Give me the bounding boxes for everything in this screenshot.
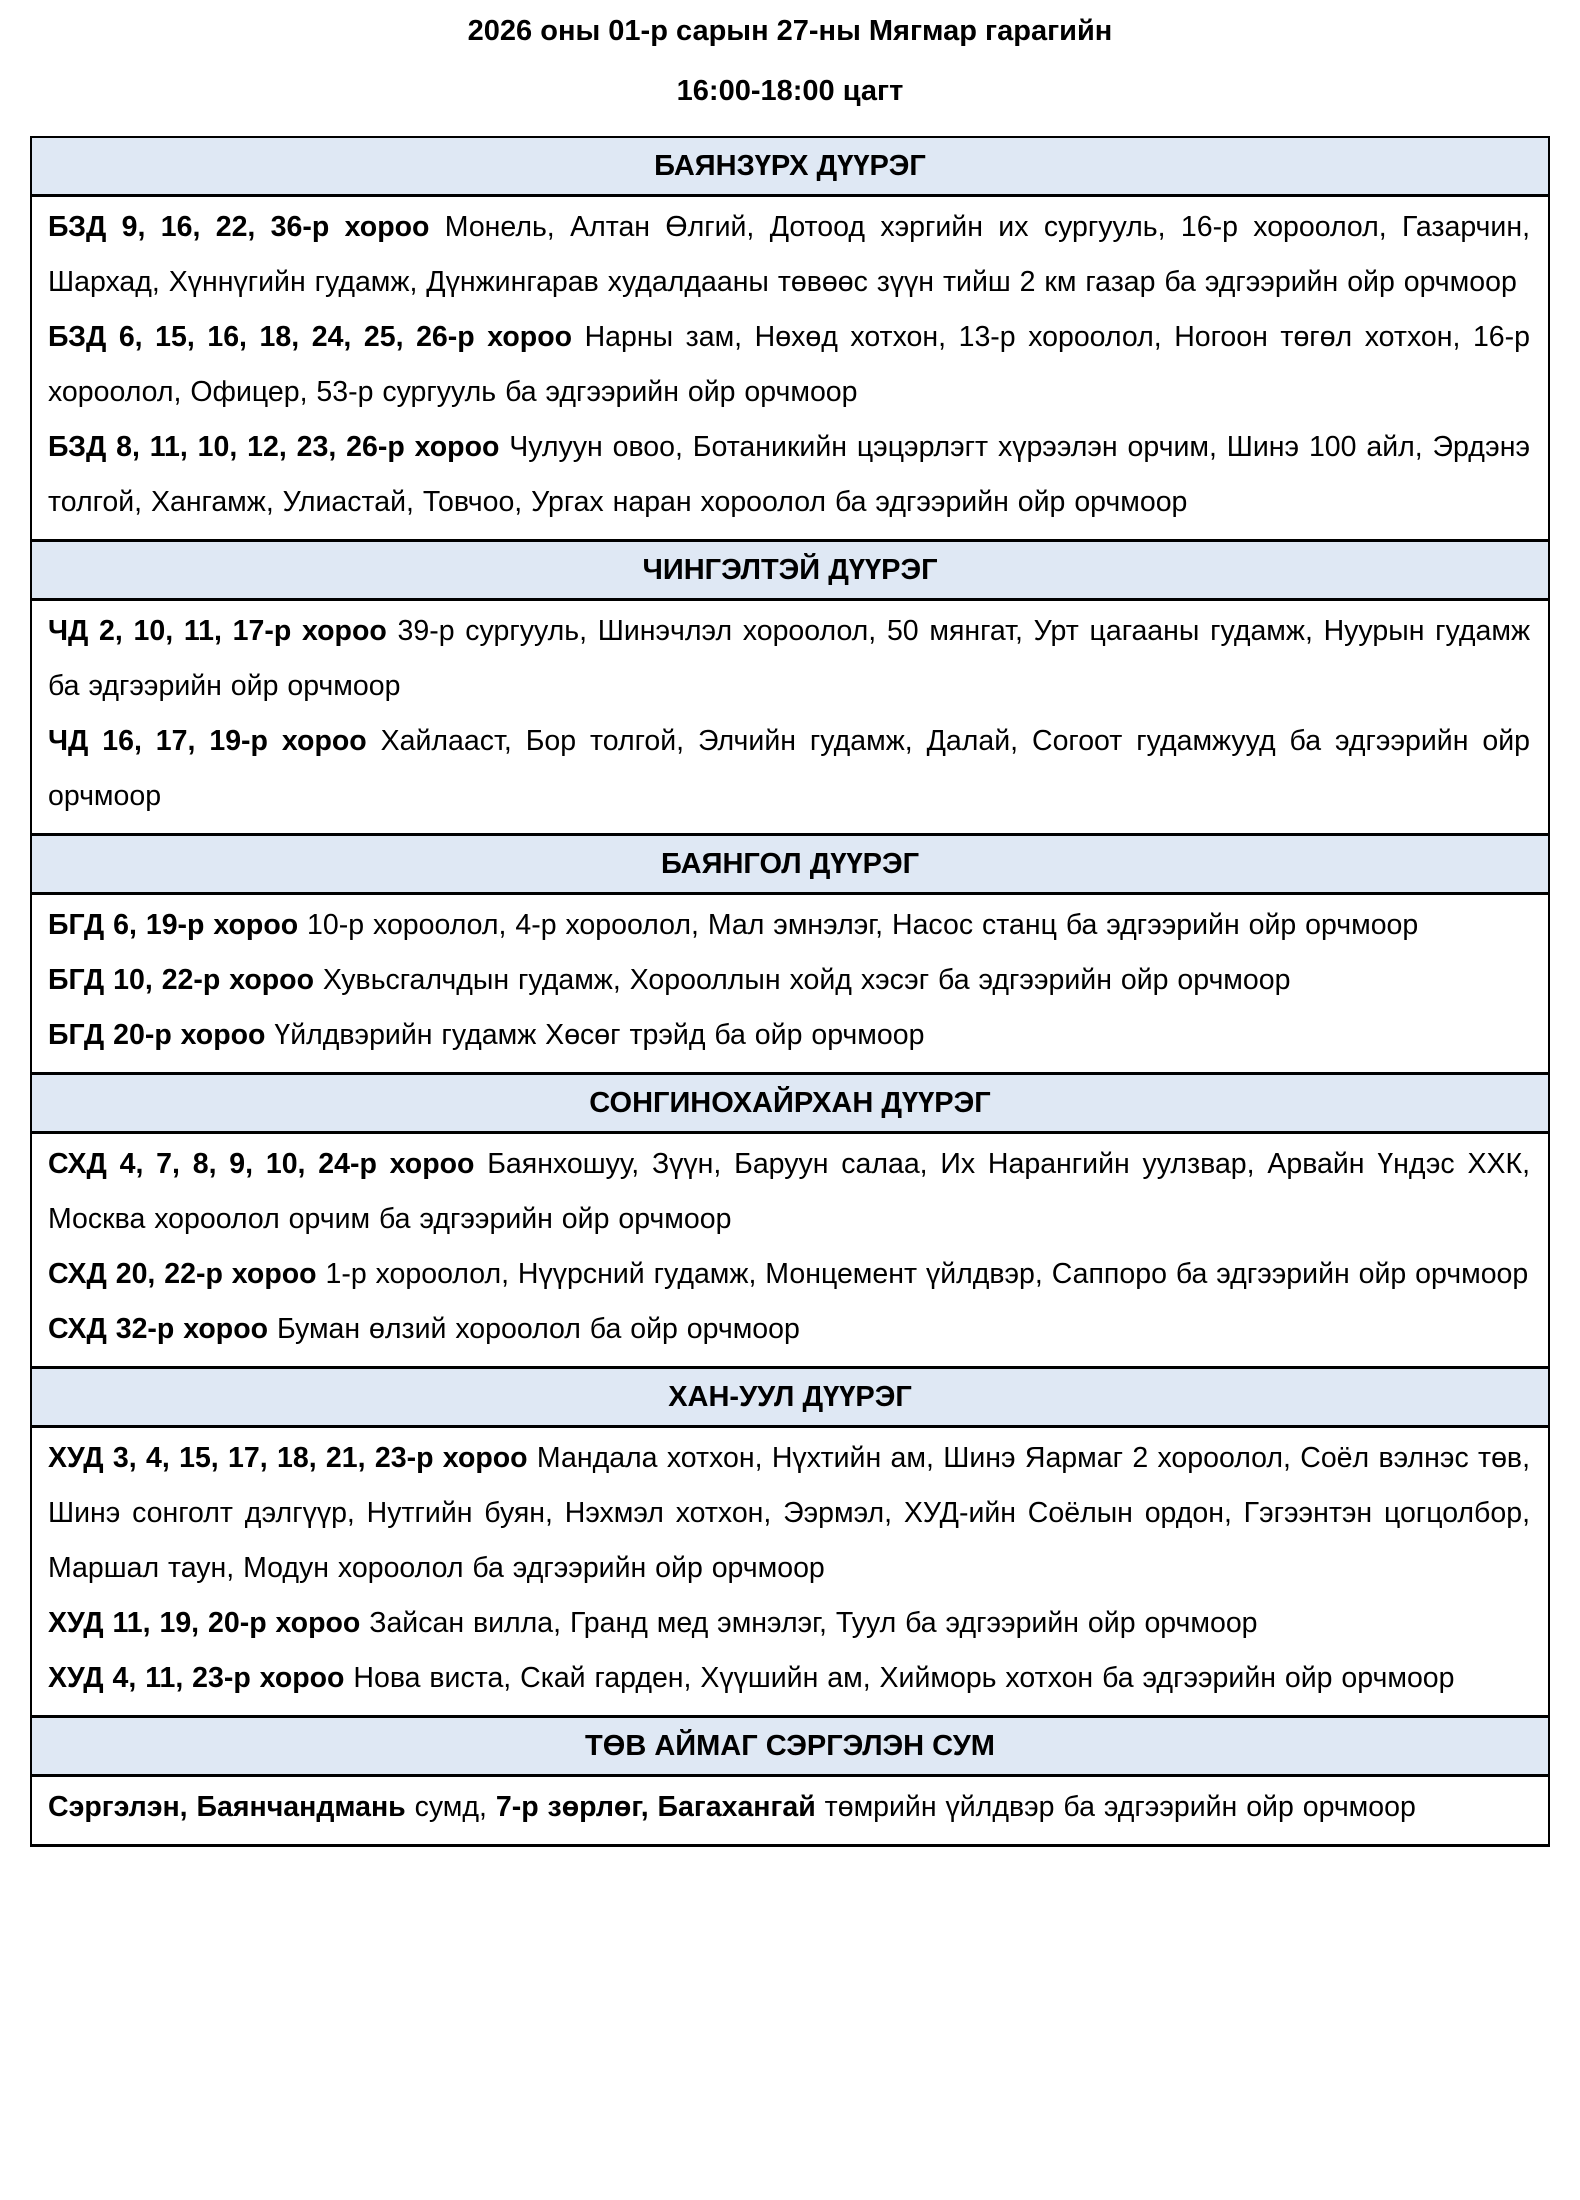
outage-entry [48,1780,1530,1835]
outage-schedule-table [30,136,1550,1847]
district-section [32,833,1548,1072]
area-list-text: Чулуун овоо, Ботаникийн цэцэрлэгт хүрээлэн орчим, Шинэ 100 айл, Эрдэнэ толгой, Хангамж, Улиастай, Товчоо, Ургах наран хороолол ба эдгээрийн ойр орчмоор [48,431,1530,518]
outage-entry [48,1302,1530,1357]
khoroo-label: ЧД 16, 17, 19-р хороо [48,725,367,757]
district-header: ЧИНГЭЛТЭЙ ДҮҮРЭГ [32,539,1548,601]
outage-entry [48,420,1530,530]
area-list-text: Нарны зам, Нөхөд хотхон, 13-р хороолол, Ногоон төгөл хотхон, 16-р хороолол, Офицер, 53-р сургууль ба эдгээрийн ойр орчмоор [48,321,1530,408]
outage-entry [48,1431,1530,1596]
outage-entry [48,604,1530,714]
khoroo-label: БГД 20-р хороо [48,1019,266,1051]
district-header: ТӨВ АЙМАГ СЭРГЭЛЭН СУМ [32,1715,1548,1777]
outage-entry [48,1651,1530,1706]
khoroo-label: БГД 10, 22-р хороо [48,964,314,996]
khoroo-label: БГД 6, 19-р хороо [48,909,299,941]
khoroo-label: СХД 20, 22-р хороо [48,1258,317,1290]
document-title-date: 2026 оны 01-р сарын 27-ны Мягмар гарагийн [467,15,1113,47]
area-list-text: Үйлдвэрийн гудамж Хөсөг трэйд ба ойр орчмоор [265,1019,925,1051]
khoroo-label: 7-р зөрлөг, Багахангай [495,1791,816,1823]
district-section [32,539,1548,833]
district-body [32,1777,1548,1844]
district-section [32,1072,1548,1366]
area-list-text: Баянхошуу, Зүүн, Баруун салаа, Их Нарангийн уулзвар, Арвайн Үндэс ХХК, Москва хороолол орчим ба эдгээрийн ойр орчмоор [48,1148,1530,1235]
area-list-text: төмрийн үйлдвэр ба эдгээрийн ойр орчмоор [815,1791,1416,1823]
outage-entry [48,1596,1530,1651]
outage-entry [48,200,1530,310]
outage-entry [48,714,1530,824]
khoroo-label: СХД 32-р хороо [48,1313,269,1345]
area-list-text: Нова виста, Скай гарден, Хүүшийн ам, Хийморь хотхон ба эдгээрийн ойр орчмоор [344,1662,1455,1694]
area-list-text: Буман өлзий хороолол ба ойр орчмоор [268,1313,800,1345]
khoroo-label: БЗД 8, 11, 10, 12, 23, 26-р хороо [48,431,500,463]
district-section [32,1366,1548,1715]
district-body [32,197,1548,539]
khoroo-label: БЗД 9, 16, 22, 36-р хороо [48,211,430,243]
khoroo-label: ХУД 4, 11, 23-р хороо [48,1662,345,1694]
area-list-text: Хувьсгалчдын гудамж, Хорооллын хойд хэсэг ба эдгээрийн ойр орчмоор [314,964,1291,996]
area-list-text: 39-р сургууль, Шинэчлэл хороолол, 50 мянгат, Урт цагааны гудамж, Нуурын гудамж ба эдгээрийн ойр орчмоор [48,615,1531,702]
area-list-text: сумд, [405,1791,496,1823]
khoroo-label: СХД 4, 7, 8, 9, 10, 24-р хороо [48,1148,475,1180]
area-list-text: Зайсан вилла, Гранд мед эмнэлэг, Туул ба эдгээрийн ойр орчмоор [360,1607,1258,1639]
district-section [32,138,1548,539]
area-list-text: Монель, Алтан Өлгий, Дотоод хэргийн их сургууль, 16-р хороолол, Газарчин, Шархад, Хүннүгийн гудамж, Дүнжингарав худалдааны төвөөс зүүн тийш 2 км газар ба эдгээрийн ойр орчмоор [48,211,1530,298]
district-body [32,1428,1548,1715]
district-body [32,1134,1548,1366]
khoroo-label: Сэргэлэн, Баянчандмань [48,1791,406,1823]
khoroo-label: ХУД 11, 19, 20-р хороо [48,1607,361,1639]
district-body [32,601,1548,833]
district-header: БАЯНГОЛ ДҮҮРЭГ [32,833,1548,895]
khoroo-label: БЗД 6, 15, 16, 18, 24, 25, 26-р хороо [48,321,573,353]
district-section [32,1715,1548,1844]
area-list-text: 1-р хороолол, Нүүрсний гудамж, Монцемент үйлдвэр, Саппоро ба эдгээрийн ойр орчмоор [316,1258,1529,1290]
outage-entry [48,1247,1530,1302]
outage-entry [48,898,1530,953]
outage-entry [48,1008,1530,1063]
khoroo-label: ХУД 3, 4, 15, 17, 18, 21, 23-р хороо [48,1442,528,1474]
khoroo-label: ЧД 2, 10, 11, 17-р хороо [48,615,387,647]
district-header: ХАН-УУЛ ДҮҮРЭГ [32,1366,1548,1428]
area-list-text: Мандала хотхон, Нүхтийн ам, Шинэ Яармаг 2 хороолол, Соёл вэлнэс төв, Шинэ сонголт дэлгүүр, Нутгийн буян, Нэхмэл хотхон, Ээрмэл, ХУД-ийн Соёлын ордон, Гэгээнтэн цогцолбор, Маршал таун, Модун хороолол ба эдгээрийн ойр орчмоор [48,1442,1530,1584]
district-body [32,895,1548,1072]
area-list-text: Хайлааст, Бор толгой, Элчийн гудамж, Далай, Согоот гудамжууд ба эдгээрийн ойр орчмоор [48,725,1530,812]
district-header: СОНГИНОХАЙРХАН ДҮҮРЭГ [32,1072,1548,1134]
outage-entry [48,310,1530,420]
outage-entry [48,1137,1530,1247]
document-title-time: 16:00-18:00 цагт [676,75,904,107]
area-list-text: 10-р хороолол, 4-р хороолол, Мал эмнэлэг, Насос станц ба эдгээрийн ойр орчмоор [298,909,1419,941]
district-header: БАЯНЗҮРХ ДҮҮРЭГ [32,138,1548,197]
outage-entry [48,953,1530,1008]
